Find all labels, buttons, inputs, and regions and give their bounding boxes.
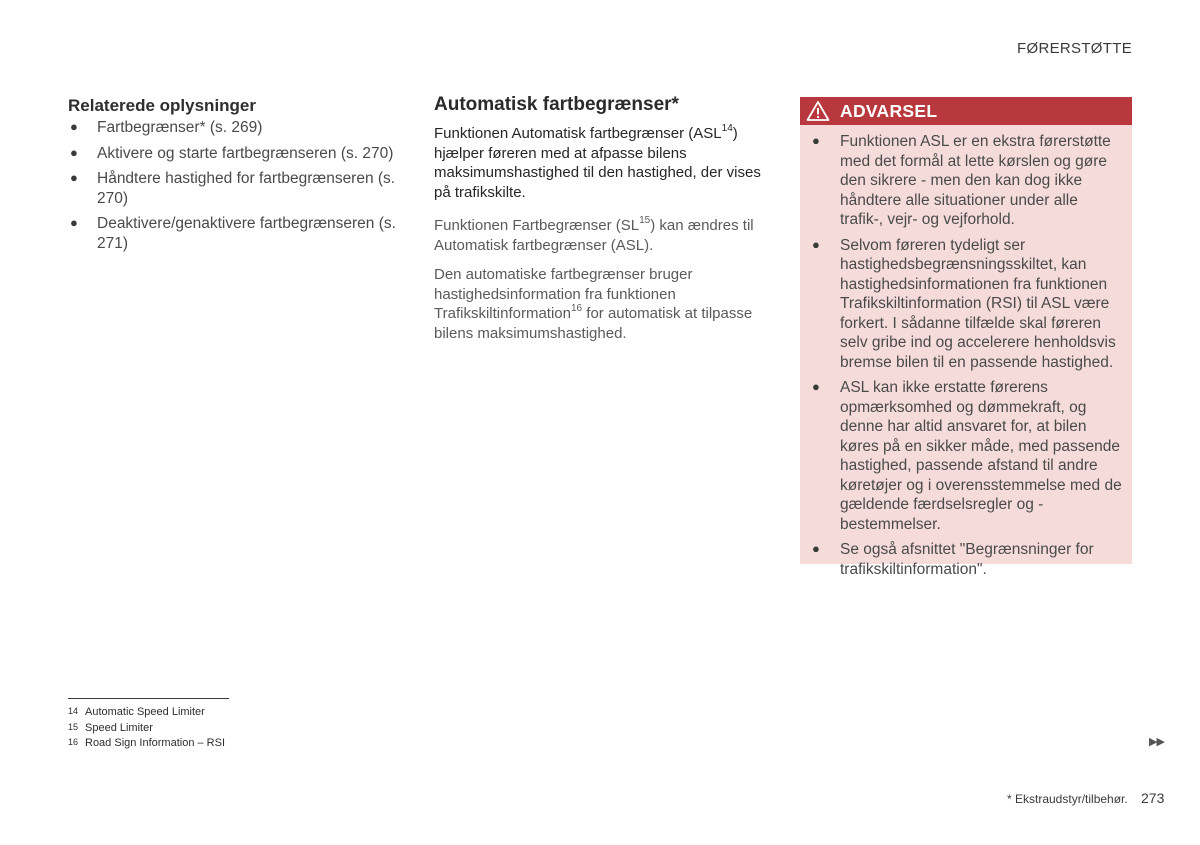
bullet-icon: ●	[812, 379, 820, 394]
warning-box	[800, 97, 1132, 578]
bullet-icon: ●	[70, 170, 78, 185]
page-number: 273	[1141, 790, 1165, 806]
related-link-item[interactable]: ● Deaktivere/genaktivere fartbegrænseren (s. 271)	[70, 215, 396, 252]
page-title: Automatisk fartbegrænser*	[434, 94, 679, 115]
warning-item: ● Se også afsnittet "Begrænsninger for trafikskiltinformation".	[812, 541, 1094, 578]
section-header: FØRERSTØTTE	[1017, 40, 1132, 57]
footnote-divider	[68, 698, 229, 699]
body-paragraph: Den automatiske fartbegrænser bruger hastighedsinformation fra funktionen Trafikskiltinformation$^{16}$ for automatisk at tilpasse bilens maksimumshastighed.	[434, 266, 753, 342]
footnote-item: 14 Automatic Speed Limiter	[68, 706, 205, 718]
double-triangle-right-icon[interactable]: ▶▶	[1149, 736, 1164, 748]
warning-item: ● ASL kan ikke erstatte førerens opmærksomhed og dømmekraft, og denne har altid ansvaret for, at bilen køres på en sikker måde, med passende hastighed, passende afstand til andre køretøjer og i overensstemmelse med de gældende færdselsregler og -bestemmelser.	[812, 379, 1122, 533]
footnote-item: 16 Road Sign Information – RSI	[68, 737, 226, 749]
body-paragraph: Funktionen Fartbegrænser (SL$^{15}$) kan ændres til Automatisk fartbegrænser (ASL).	[434, 215, 754, 254]
warning-header	[800, 97, 1132, 125]
bullet-icon: ●	[70, 144, 78, 160]
warning-list	[810, 132, 1122, 585]
main-article	[434, 94, 769, 353]
footer-note: * Ekstraudstyr/tilbehør.	[1007, 792, 1128, 806]
bullet-icon: ●	[70, 119, 78, 134]
related-info	[68, 96, 398, 259]
bullet-icon: ●	[812, 236, 820, 252]
warning-title: ADVARSEL	[840, 101, 938, 121]
warning-item: ● Funktionen ASL er en ekstra førerstøtte med det formål at lette kørslen og gøre den sikrere - men den kan dog ikke håndtere alle situationer under alle trafik-, vejr- og vejforhold.	[812, 133, 1111, 228]
bullet-icon: ●	[812, 133, 820, 148]
bullet-icon: ●	[812, 541, 820, 556]
footnote-ref[interactable]: 16	[570, 303, 583, 314]
footnote-ref[interactable]: 14	[721, 123, 733, 134]
related-link-item[interactable]: ● Håndtere hastighed for fartbegrænseren (s. 270)	[70, 170, 396, 207]
footnotes	[68, 704, 225, 751]
related-info-title: Relaterede oplysninger	[68, 96, 257, 115]
warning-item: ● Selvom føreren tydeligt ser hastighedsbegrænsningsskiltet, kan hastighedsinformationen fra funktionen Trafikskiltinformation (RSI) til ASL være forkert. I sådanne tilfælde skal føreren selv gribe ind og accelerere henholdsvis bremse bilen til en passende hastighed.	[812, 236, 1116, 371]
intro-paragraph: Funktionen Automatisk fartbegrænser (ASL$^{14}$) hjælper føreren med at afpasse bilens maksimumshastighed til den hastighed, der vises på trafikskilte.	[434, 123, 761, 201]
related-list	[68, 118, 398, 253]
footnote-ref[interactable]: 15	[639, 215, 651, 226]
footnote-item: 15 Speed Limiter	[68, 721, 153, 734]
warning-triangle-icon	[806, 100, 830, 122]
related-link-item[interactable]: ● Fartbegrænser* (s. 269)	[70, 119, 263, 136]
bullet-icon: ●	[70, 215, 78, 230]
related-link-item[interactable]: ● Aktivere og starte fartbegrænseren (s. 270)	[70, 144, 394, 162]
